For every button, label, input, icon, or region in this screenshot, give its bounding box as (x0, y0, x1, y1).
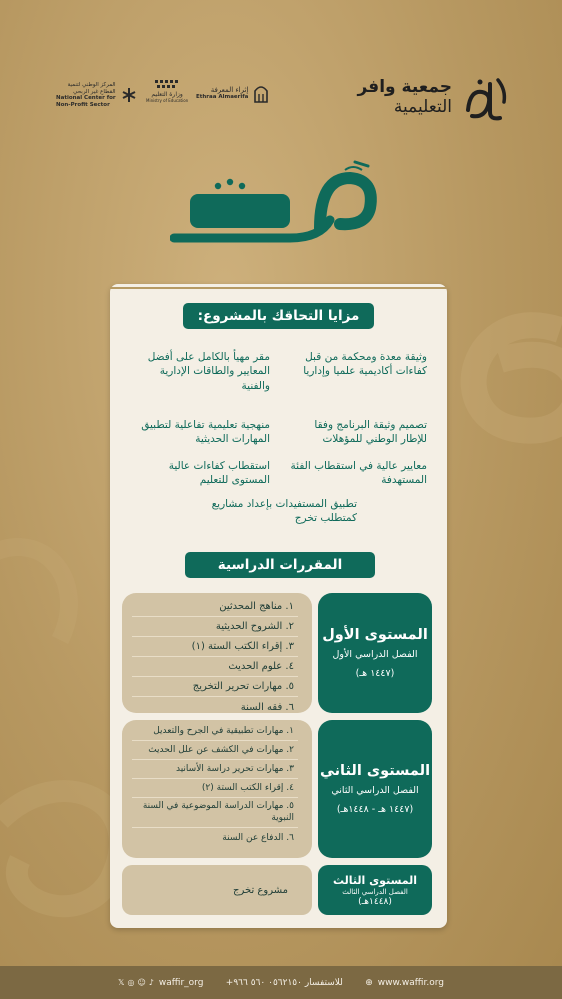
course-item: ٣. إقراء الكتب الستة (١) (132, 637, 298, 657)
waffir-name: جمعية وافر (357, 77, 452, 98)
level-2-box (318, 720, 432, 858)
waffir-logo (357, 70, 512, 126)
footer-bar (0, 966, 562, 999)
level-semester: الفصل الدراسي الأول (332, 649, 418, 660)
ncnp-en-line1: National Center for (56, 95, 116, 102)
moe-logo (146, 78, 188, 104)
ithraa-ar: إثراء المعرفة (210, 85, 249, 94)
courses-heading: المقررات الدراسية (185, 552, 375, 578)
phone-text[interactable]: للاستفسار ٠٥٦٢١٥٠ ٥٦٠ ٩٦٦+ (225, 977, 343, 988)
card-top-line (110, 287, 447, 289)
waffir-mark-icon (460, 70, 512, 126)
footer-website[interactable] (365, 978, 444, 988)
waffir-subname: التعليمية (393, 96, 452, 117)
social-icons (118, 978, 154, 987)
moe-ar: وزارة التعليم (151, 91, 183, 98)
title-calligraphy (170, 158, 390, 248)
ncnp-ar-line1: المركز الوطني لتنمية (67, 82, 116, 88)
level-year: (١٤٤٧ هـ) (355, 668, 395, 679)
info-card (110, 284, 447, 928)
course-item: ٦. فقه السنة (240, 701, 294, 713)
course-item: ٢. مهارات في الكشف عن علل الحديث (132, 741, 298, 760)
course-item: ٤. علوم الحديث (132, 657, 298, 677)
benefit-item: منهجية تعليمية تفاعلية لتطبيق المهارات الحديثية (141, 419, 270, 446)
ncnp-mark-icon (120, 86, 138, 104)
course-item: ٦. الدفاع عن السنة (222, 832, 294, 843)
course-item: ٤. إقراء الكتب الستة (٢) (132, 779, 298, 798)
course-item: مشروع تخرج (233, 884, 288, 896)
course-item: ١. مهارات تطبيقية في الجرح والتعديل (132, 722, 298, 741)
level-name: المستوى الثاني (319, 763, 431, 779)
moe-mark-icon (154, 78, 180, 90)
level-name: المستوى الأول (322, 627, 428, 643)
course-item: ٥. مهارات تحرير التخريج (132, 677, 298, 697)
level-1-box (318, 593, 432, 713)
benefit-item: استقطاب كفاءات عالية المستوى للتعليم (168, 460, 270, 487)
instagram-icon[interactable]: ◎ (127, 978, 135, 987)
level-semester: الفصل الدراسي الثالث (342, 887, 408, 896)
level-3-course-list (122, 865, 312, 915)
course-item: ٣. مهارات تحرير دراسة الأسانيد (132, 760, 298, 779)
snapchat-icon[interactable]: ☺ (137, 978, 146, 987)
ithraa-en: Ethraa Almaerifa (196, 93, 249, 100)
level-name: المستوى الثالث (332, 873, 418, 887)
website-link[interactable]: www.waffir.org (377, 977, 444, 988)
benefit-item: تصميم وثيقة البرنامج وفقا للإطار الوطني للمؤهلات (314, 419, 427, 446)
benefits-heading: مزايا التحاقك بالمشروع: (183, 303, 374, 329)
course-item: ٥. مهارات الدراسة الموضوعية في السنة النبوية (132, 798, 298, 828)
moe-en: Ministry of Education (146, 98, 189, 104)
footer-social[interactable] (118, 978, 203, 988)
level-semester: الفصل الدراسي الثاني (331, 785, 419, 796)
social-handle[interactable]: waffir_org (158, 977, 204, 988)
x-icon[interactable]: 𝕏 (118, 978, 125, 987)
benefit-item: وثيقة معدة ومحكمة من قبل كفاءات أكاديمية علميا وإداريا (303, 351, 427, 378)
level-3-box (318, 865, 432, 915)
benefit-item: معايير عالية في استقطاب الفئة المستهدفة (290, 460, 427, 487)
benefit-item: تطبيق المستفيدات بإعداد مشاريع كمتطلب تخرج (211, 498, 357, 525)
title-calligraphy-art (170, 158, 390, 248)
ncnp-ar-line2: القطاع غير الربحي (73, 88, 116, 95)
ithraa-mark-icon (252, 82, 270, 104)
level-year: (١٤٤٧ هـ - ١٤٤٨هـ) (336, 804, 414, 815)
ncnp-logo (56, 82, 138, 108)
course-item: ١. مناهج المحدثين (132, 597, 298, 617)
tiktok-icon[interactable]: ♪ (148, 978, 154, 987)
level-1-course-list (122, 593, 312, 713)
partner-logos (50, 70, 512, 130)
ithraa-logo (196, 82, 270, 104)
level-2-course-list (122, 720, 312, 858)
course-item: ٢. الشروح الحديثية (132, 617, 298, 637)
benefit-item: مقر مهيأ بالكامل على أفضل المعايير والطاقات الإدارية والفنية (147, 351, 270, 392)
ncnp-en-line2: Non-Profit Sector (56, 101, 110, 108)
level-year: (١٤٤٨هـ) (358, 896, 392, 907)
globe-icon: ⊕ (365, 977, 373, 988)
footer-phone[interactable] (226, 978, 343, 988)
